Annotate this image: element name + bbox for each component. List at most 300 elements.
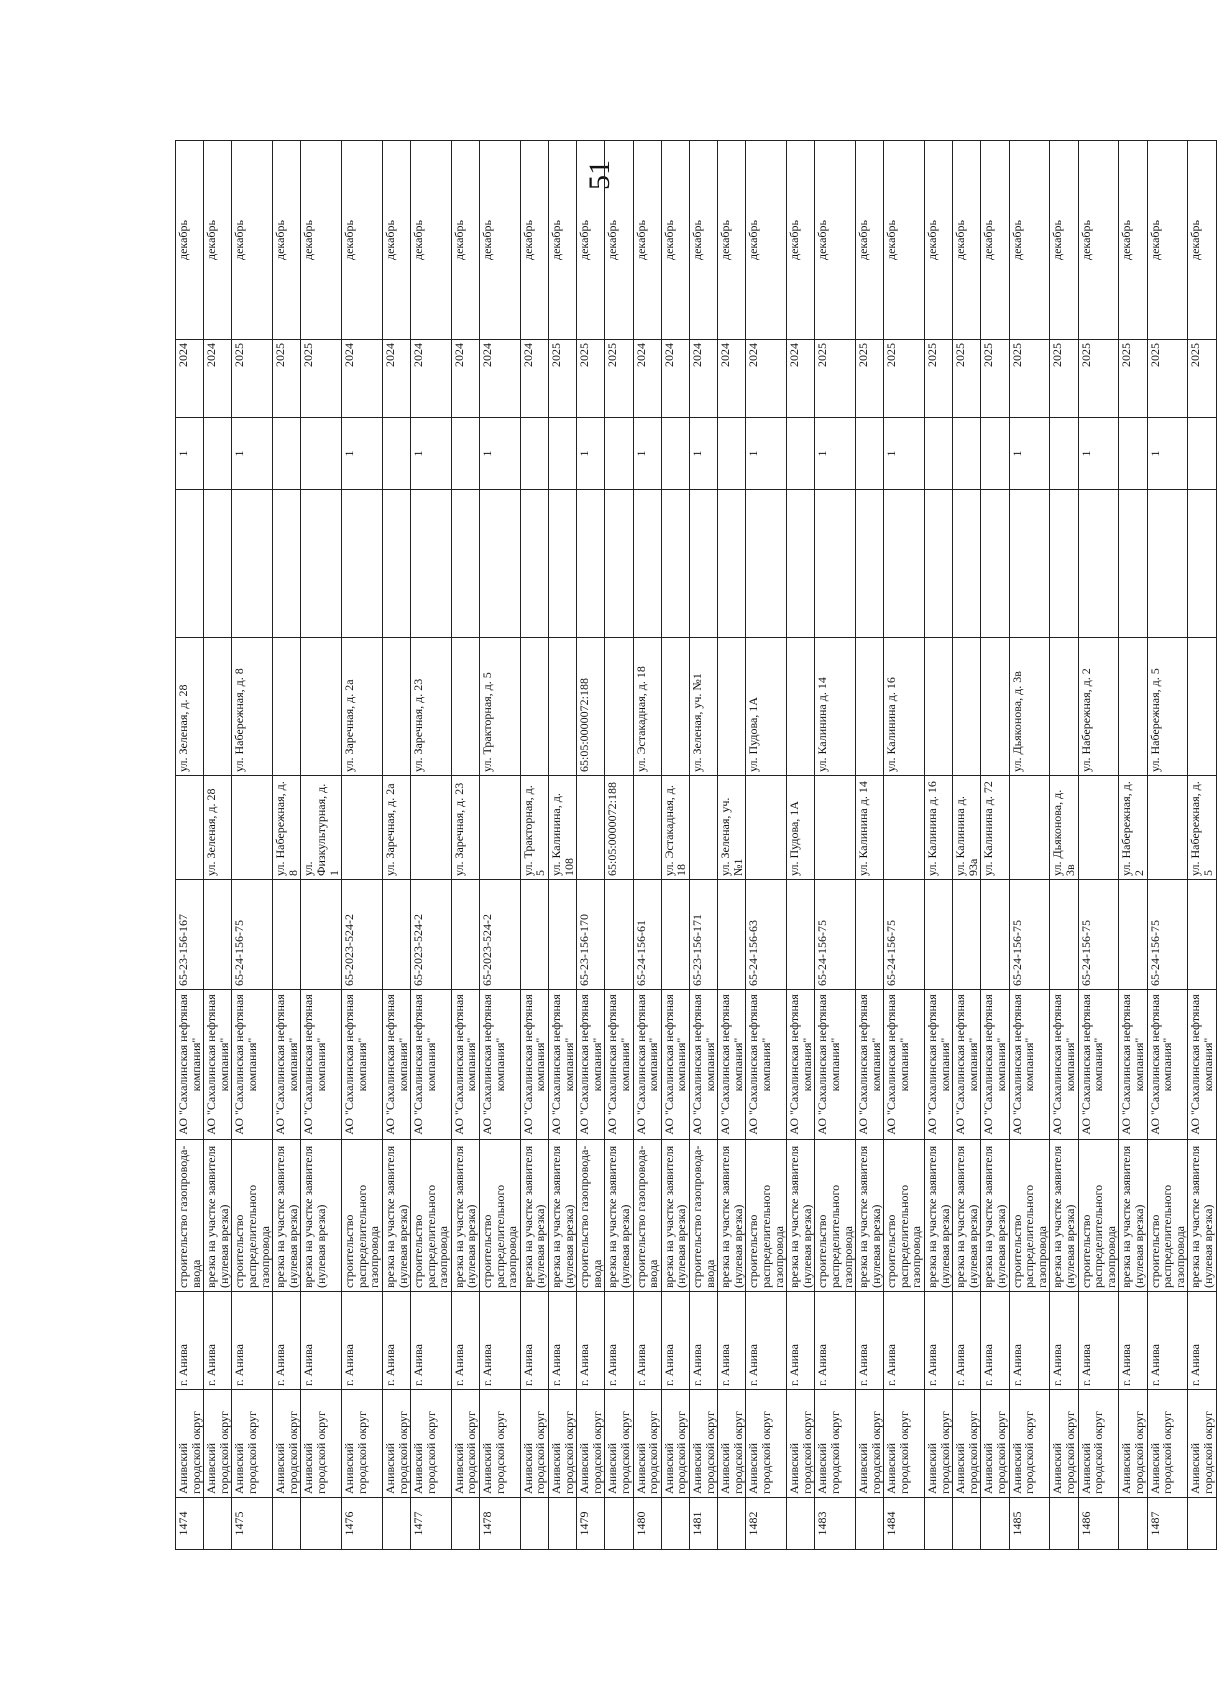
cell-month: декабрь bbox=[577, 141, 605, 340]
cell-address: ул. Калинина, д. 108 bbox=[549, 776, 577, 880]
cell-spec-number: 65-24-156-75 bbox=[1009, 880, 1050, 990]
cell-month: декабрь bbox=[746, 141, 787, 340]
cell-district: Анивский городской округ bbox=[204, 1390, 232, 1498]
table-row bbox=[661, 141, 689, 1550]
cell-number bbox=[204, 1498, 232, 1550]
cell-count: 1 bbox=[176, 418, 204, 490]
cell-spec-number: 65-24-156-75 bbox=[1147, 880, 1188, 990]
cell-object-address: 65:05:0000072:188 bbox=[577, 638, 605, 776]
cell-work-type: врезка на участке заявителя (нулевая врезка) bbox=[718, 1140, 746, 1292]
cell-address bbox=[480, 776, 521, 880]
cell-work-type: строительство распределительного газопровода bbox=[232, 1140, 273, 1292]
cell-year: 2025 bbox=[1147, 340, 1188, 418]
cell-empty bbox=[633, 490, 661, 638]
cell-year: 2024 bbox=[480, 340, 521, 418]
cell-spec-number bbox=[301, 880, 342, 990]
cell-number bbox=[661, 1498, 689, 1550]
cell-count bbox=[451, 418, 479, 490]
cell-empty bbox=[1147, 490, 1188, 638]
cell-object-address bbox=[718, 638, 746, 776]
cell-work-type: строительство распределительного газопровода bbox=[480, 1140, 521, 1292]
cell-settlement: г. Анива bbox=[549, 1292, 577, 1390]
cell-number: 1475 bbox=[232, 1498, 273, 1550]
cell-count bbox=[718, 418, 746, 490]
cell-count bbox=[520, 418, 548, 490]
cell-object-address: ул. Эстакадная, д. 18 bbox=[633, 638, 661, 776]
cell-address: ул. Набережная, д. 2 bbox=[1119, 776, 1147, 880]
cell-customer: АО "Сахалинская нефтяная компания" bbox=[689, 990, 717, 1140]
cell-empty bbox=[1119, 490, 1147, 638]
cell-customer: АО "Сахалинская нефтяная компания" bbox=[451, 990, 479, 1140]
cell-object-address bbox=[1119, 638, 1147, 776]
table-row bbox=[411, 141, 452, 1550]
cell-district: Анивский городской округ bbox=[411, 1390, 452, 1498]
cell-district: Анивский городской округ bbox=[1009, 1390, 1050, 1498]
cell-work-type: врезка на участке заявителя (нулевая врезка) bbox=[1119, 1140, 1147, 1292]
cell-customer: АО "Сахалинская нефтяная компания" bbox=[232, 990, 273, 1140]
cell-month: декабрь bbox=[661, 141, 689, 340]
cell-empty bbox=[301, 490, 342, 638]
cell-month: декабрь bbox=[301, 141, 342, 340]
cell-customer: АО "Сахалинская нефтяная компания" bbox=[273, 990, 301, 1140]
cell-object-address bbox=[661, 638, 689, 776]
cell-count: 1 bbox=[411, 418, 452, 490]
cell-month: декабрь bbox=[1147, 141, 1188, 340]
cell-year: 2025 bbox=[1188, 340, 1216, 418]
cell-empty bbox=[815, 490, 856, 638]
table-row bbox=[1119, 141, 1147, 1550]
cell-address bbox=[633, 776, 661, 880]
cell-spec-number: 65-2023-524-2 bbox=[342, 880, 383, 990]
cell-object-address bbox=[605, 638, 633, 776]
cell-district: Анивский городской округ bbox=[577, 1390, 605, 1498]
cell-work-type: строительство распределительного газопровода bbox=[1147, 1140, 1188, 1292]
cell-object-address: ул. Набережная, д. 5 bbox=[1147, 638, 1188, 776]
cell-settlement: г. Анива bbox=[605, 1292, 633, 1390]
cell-number bbox=[520, 1498, 548, 1550]
cell-district: Анивский городской округ bbox=[1147, 1390, 1188, 1498]
cell-number bbox=[382, 1498, 410, 1550]
cell-count: 1 bbox=[689, 418, 717, 490]
cell-settlement: г. Анива bbox=[884, 1292, 925, 1390]
cell-address bbox=[1147, 776, 1188, 880]
cell-spec-number bbox=[605, 880, 633, 990]
cell-customer: АО "Сахалинская нефтяная компания" bbox=[577, 990, 605, 1140]
cell-year: 2024 bbox=[451, 340, 479, 418]
cell-district: Анивский городской округ bbox=[661, 1390, 689, 1498]
cell-district: Анивский городской округ bbox=[1050, 1390, 1078, 1498]
cell-district: Анивский городской округ bbox=[746, 1390, 787, 1498]
cell-year: 2025 bbox=[577, 340, 605, 418]
cell-number: 1480 bbox=[633, 1498, 661, 1550]
cell-work-type: врезка на участке заявителя (нулевая врезка) bbox=[1188, 1140, 1216, 1292]
cell-customer: АО "Сахалинская нефтяная компания" bbox=[1078, 990, 1119, 1140]
table-row bbox=[689, 141, 717, 1550]
cell-address bbox=[411, 776, 452, 880]
table-row bbox=[1050, 141, 1078, 1550]
table-row bbox=[549, 141, 577, 1550]
cell-spec-number: 65-2023-524-2 bbox=[480, 880, 521, 990]
cell-month: декабрь bbox=[382, 141, 410, 340]
cell-customer: АО "Сахалинская нефтяная компания" bbox=[746, 990, 787, 1140]
cell-district: Анивский городской округ bbox=[342, 1390, 383, 1498]
cell-work-type: строительство газопровода-ввода bbox=[689, 1140, 717, 1292]
cell-district: Анивский городской округ bbox=[633, 1390, 661, 1498]
cell-address: ул. Эстакадная, д. 18 bbox=[661, 776, 689, 880]
cell-month: декабрь bbox=[1119, 141, 1147, 340]
cell-empty bbox=[981, 490, 1009, 638]
cell-month: декабрь bbox=[953, 141, 981, 340]
cell-customer: АО "Сахалинская нефтяная компания" bbox=[856, 990, 884, 1140]
cell-customer: АО "Сахалинская нефтяная компания" bbox=[411, 990, 452, 1140]
cell-number: 1478 bbox=[480, 1498, 521, 1550]
cell-customer: АО "Сахалинская нефтяная компания" bbox=[1188, 990, 1216, 1140]
cell-district: Анивский городской округ bbox=[1188, 1390, 1216, 1498]
cell-object-address: ул. Заречная, д. 2а bbox=[342, 638, 383, 776]
cell-count: 1 bbox=[633, 418, 661, 490]
cell-spec-number bbox=[1188, 880, 1216, 990]
cell-year: 2024 bbox=[787, 340, 815, 418]
cell-customer: АО "Сахалинская нефтяная компания" bbox=[884, 990, 925, 1140]
cell-customer: АО "Сахалинская нефтяная компания" bbox=[1050, 990, 1078, 1140]
cell-empty bbox=[204, 490, 232, 638]
cell-district: Анивский городской округ bbox=[689, 1390, 717, 1498]
table-row bbox=[925, 141, 953, 1550]
cell-month: декабрь bbox=[451, 141, 479, 340]
cell-address bbox=[884, 776, 925, 880]
cell-address: ул. Калинина д. 14 bbox=[856, 776, 884, 880]
table-row bbox=[301, 141, 342, 1550]
cell-customer: АО "Сахалинская нефтяная компания" bbox=[718, 990, 746, 1140]
cell-settlement: г. Анива bbox=[1188, 1292, 1216, 1390]
cell-count: 1 bbox=[1147, 418, 1188, 490]
table-row bbox=[451, 141, 479, 1550]
cell-number: 1483 bbox=[815, 1498, 856, 1550]
cell-month: декабрь bbox=[633, 141, 661, 340]
cell-empty bbox=[1009, 490, 1050, 638]
cell-spec-number bbox=[451, 880, 479, 990]
cell-count bbox=[661, 418, 689, 490]
table-row bbox=[815, 141, 856, 1550]
cell-object-address: ул. Пудова, 1А bbox=[746, 638, 787, 776]
cell-number: 1479 bbox=[577, 1498, 605, 1550]
cell-settlement: г. Анива bbox=[382, 1292, 410, 1390]
cell-count bbox=[204, 418, 232, 490]
cell-object-address bbox=[451, 638, 479, 776]
cell-year: 2024 bbox=[342, 340, 383, 418]
cell-spec-number bbox=[520, 880, 548, 990]
cell-year: 2025 bbox=[1078, 340, 1119, 418]
cell-spec-number bbox=[718, 880, 746, 990]
cell-empty bbox=[718, 490, 746, 638]
cell-address: ул. Калинина д. 93а bbox=[953, 776, 981, 880]
cell-year: 2024 bbox=[633, 340, 661, 418]
table-row bbox=[953, 141, 981, 1550]
cell-settlement: г. Анива bbox=[787, 1292, 815, 1390]
table-row bbox=[605, 141, 633, 1550]
cell-spec-number: 65-24-156-75 bbox=[815, 880, 856, 990]
cell-empty bbox=[232, 490, 273, 638]
table-row bbox=[273, 141, 301, 1550]
cell-address: ул. Калинина д. 16 bbox=[925, 776, 953, 880]
cell-count bbox=[301, 418, 342, 490]
cell-spec-number: 65-24-156-75 bbox=[1078, 880, 1119, 990]
cell-object-address bbox=[273, 638, 301, 776]
cell-number bbox=[1050, 1498, 1078, 1550]
cell-address: ул. Зеленая, д. 28 bbox=[204, 776, 232, 880]
cell-spec-number: 65-23-156-167 bbox=[176, 880, 204, 990]
cell-object-address bbox=[204, 638, 232, 776]
cell-empty bbox=[577, 490, 605, 638]
cell-district: Анивский городской округ bbox=[273, 1390, 301, 1498]
cell-spec-number: 65-24-156-75 bbox=[884, 880, 925, 990]
cell-work-type: врезка на участке заявителя (нулевая врезка) bbox=[451, 1140, 479, 1292]
cell-customer: АО "Сахалинская нефтяная компания" bbox=[1147, 990, 1188, 1140]
cell-number bbox=[718, 1498, 746, 1550]
cell-year: 2025 bbox=[856, 340, 884, 418]
cell-year: 2025 bbox=[301, 340, 342, 418]
cell-customer: АО "Сахалинская нефтяная компания" bbox=[176, 990, 204, 1140]
cell-settlement: г. Анива bbox=[1147, 1292, 1188, 1390]
cell-year: 2025 bbox=[981, 340, 1009, 418]
cell-district: Анивский городской округ bbox=[884, 1390, 925, 1498]
cell-address bbox=[577, 776, 605, 880]
cell-work-type: строительство распределительного газопровода bbox=[746, 1140, 787, 1292]
cell-work-type: врезка на участке заявителя (нулевая врезка) bbox=[605, 1140, 633, 1292]
cell-address: ул. Калинина д. 72 bbox=[981, 776, 1009, 880]
cell-month: декабрь bbox=[884, 141, 925, 340]
cell-settlement: г. Анива bbox=[301, 1292, 342, 1390]
cell-work-type: врезка на участке заявителя (нулевая врезка) bbox=[953, 1140, 981, 1292]
cell-work-type: строительство распределительного газопровода bbox=[1009, 1140, 1050, 1292]
cell-district: Анивский городской округ bbox=[605, 1390, 633, 1498]
cell-month: декабрь bbox=[815, 141, 856, 340]
cell-month: декабрь bbox=[1078, 141, 1119, 340]
table-row bbox=[1078, 141, 1119, 1550]
cell-address: ул. Физкультурная, д. 1 bbox=[301, 776, 342, 880]
cell-object-address: ул. Заречная, д. 23 bbox=[411, 638, 452, 776]
cell-year: 2024 bbox=[411, 340, 452, 418]
cell-empty bbox=[953, 490, 981, 638]
cell-count: 1 bbox=[342, 418, 383, 490]
table-row bbox=[1009, 141, 1050, 1550]
cell-district: Анивский городской округ bbox=[718, 1390, 746, 1498]
cell-spec-number bbox=[549, 880, 577, 990]
cell-count: 1 bbox=[1009, 418, 1050, 490]
cell-object-address: ул. Тракторная, д. 5 bbox=[480, 638, 521, 776]
cell-work-type: строительство распределительного газопровода bbox=[411, 1140, 452, 1292]
cell-customer: АО "Сахалинская нефтяная компания" bbox=[981, 990, 1009, 1140]
cell-empty bbox=[382, 490, 410, 638]
cell-count: 1 bbox=[577, 418, 605, 490]
cell-empty bbox=[605, 490, 633, 638]
cell-customer: АО "Сахалинская нефтяная компания" bbox=[633, 990, 661, 1140]
cell-address bbox=[689, 776, 717, 880]
cell-spec-number: 65-24-156-61 bbox=[633, 880, 661, 990]
cell-year: 2025 bbox=[232, 340, 273, 418]
cell-year: 2025 bbox=[605, 340, 633, 418]
table-row bbox=[176, 141, 204, 1550]
cell-district: Анивский городской округ bbox=[856, 1390, 884, 1498]
cell-count bbox=[953, 418, 981, 490]
cell-settlement: г. Анива bbox=[520, 1292, 548, 1390]
cell-customer: АО "Сахалинская нефтяная компания" bbox=[661, 990, 689, 1140]
cell-count: 1 bbox=[746, 418, 787, 490]
cell-number bbox=[1119, 1498, 1147, 1550]
table-row bbox=[204, 141, 232, 1550]
cell-settlement: г. Анива bbox=[633, 1292, 661, 1390]
cell-number bbox=[549, 1498, 577, 1550]
cell-district: Анивский городской округ bbox=[520, 1390, 548, 1498]
cell-number bbox=[787, 1498, 815, 1550]
cell-spec-number bbox=[856, 880, 884, 990]
cell-count bbox=[856, 418, 884, 490]
cell-district: Анивский городской округ bbox=[981, 1390, 1009, 1498]
cell-spec-number: 65-24-156-75 bbox=[232, 880, 273, 990]
cell-number: 1485 bbox=[1009, 1498, 1050, 1550]
cell-year: 2024 bbox=[689, 340, 717, 418]
cell-settlement: г. Анива bbox=[815, 1292, 856, 1390]
cell-spec-number bbox=[953, 880, 981, 990]
cell-object-address bbox=[925, 638, 953, 776]
cell-district: Анивский городской округ bbox=[1078, 1390, 1119, 1498]
cell-year: 2024 bbox=[176, 340, 204, 418]
cell-customer: АО "Сахалинская нефтяная компания" bbox=[204, 990, 232, 1140]
cell-address: ул. Пудова, 1А bbox=[787, 776, 815, 880]
cell-object-address: ул. Зеленая, уч. №1 bbox=[689, 638, 717, 776]
cell-year: 2024 bbox=[520, 340, 548, 418]
cell-district: Анивский городской округ bbox=[1119, 1390, 1147, 1498]
cell-count bbox=[1119, 418, 1147, 490]
cell-year: 2024 bbox=[746, 340, 787, 418]
cell-address: ул. Тракторная, д. 5 bbox=[520, 776, 548, 880]
cell-month: декабрь bbox=[787, 141, 815, 340]
cell-month: декабрь bbox=[232, 141, 273, 340]
cell-address: ул. Заречная, д. 23 bbox=[451, 776, 479, 880]
cell-spec-number bbox=[925, 880, 953, 990]
cell-count bbox=[1188, 418, 1216, 490]
cell-empty bbox=[787, 490, 815, 638]
cell-number bbox=[273, 1498, 301, 1550]
cell-work-type: строительство распределительного газопровода bbox=[884, 1140, 925, 1292]
cell-spec-number bbox=[787, 880, 815, 990]
cell-count bbox=[787, 418, 815, 490]
cell-customer: АО "Сахалинская нефтяная компания" bbox=[787, 990, 815, 1140]
rotated-table-wrapper bbox=[175, 140, 1215, 1550]
cell-count bbox=[925, 418, 953, 490]
cell-month: декабрь bbox=[176, 141, 204, 340]
cell-year: 2025 bbox=[1050, 340, 1078, 418]
table-row bbox=[577, 141, 605, 1550]
cell-settlement: г. Анива bbox=[689, 1292, 717, 1390]
cell-object-address: ул. Калинина д. 16 bbox=[884, 638, 925, 776]
cell-empty bbox=[342, 490, 383, 638]
cell-settlement: г. Анива bbox=[577, 1292, 605, 1390]
cell-address bbox=[1009, 776, 1050, 880]
cell-settlement: г. Анива bbox=[273, 1292, 301, 1390]
cell-count: 1 bbox=[815, 418, 856, 490]
cell-settlement: г. Анива bbox=[953, 1292, 981, 1390]
cell-district: Анивский городской округ bbox=[382, 1390, 410, 1498]
cell-month: декабрь bbox=[1188, 141, 1216, 340]
cell-empty bbox=[480, 490, 521, 638]
cell-empty bbox=[176, 490, 204, 638]
cell-settlement: г. Анива bbox=[451, 1292, 479, 1390]
cell-work-type: врезка на участке заявителя (нулевая врезка) bbox=[1050, 1140, 1078, 1292]
cell-empty bbox=[689, 490, 717, 638]
cell-settlement: г. Анива bbox=[232, 1292, 273, 1390]
cell-settlement: г. Анива bbox=[411, 1292, 452, 1390]
cell-number bbox=[981, 1498, 1009, 1550]
cell-spec-number bbox=[661, 880, 689, 990]
cell-work-type: врезка на участке заявителя (нулевая врезка) bbox=[549, 1140, 577, 1292]
cell-empty bbox=[661, 490, 689, 638]
cell-empty bbox=[1050, 490, 1078, 638]
cell-work-type: врезка на участке заявителя (нулевая врезка) bbox=[273, 1140, 301, 1292]
cell-number bbox=[856, 1498, 884, 1550]
cell-number: 1482 bbox=[746, 1498, 787, 1550]
cell-object-address bbox=[953, 638, 981, 776]
cell-work-type: врезка на участке заявителя (нулевая врезка) bbox=[925, 1140, 953, 1292]
cell-customer: АО "Сахалинская нефтяная компания" bbox=[480, 990, 521, 1140]
cell-object-address bbox=[1188, 638, 1216, 776]
cell-address: ул. Набережная, д. 5 bbox=[1188, 776, 1216, 880]
cell-settlement: г. Анива bbox=[1119, 1292, 1147, 1390]
table-row bbox=[633, 141, 661, 1550]
cell-object-address bbox=[520, 638, 548, 776]
cell-empty bbox=[1078, 490, 1119, 638]
cell-spec-number: 65-23-156-171 bbox=[689, 880, 717, 990]
cell-month: декабрь bbox=[520, 141, 548, 340]
cell-settlement: г. Анива bbox=[1078, 1292, 1119, 1390]
cell-district: Анивский городской округ bbox=[549, 1390, 577, 1498]
cell-address bbox=[746, 776, 787, 880]
cell-empty bbox=[746, 490, 787, 638]
cell-empty bbox=[1188, 490, 1216, 638]
cell-month: декабрь bbox=[1009, 141, 1050, 340]
cell-work-type: строительство газопровода-ввода bbox=[176, 1140, 204, 1292]
cell-object-address: ул. Зеленая, д. 28 bbox=[176, 638, 204, 776]
cell-year: 2025 bbox=[953, 340, 981, 418]
table-row bbox=[520, 141, 548, 1550]
cell-month: декабрь bbox=[718, 141, 746, 340]
cell-spec-number: 65-23-156-170 bbox=[577, 880, 605, 990]
cell-settlement: г. Анива bbox=[480, 1292, 521, 1390]
cell-district: Анивский городской округ bbox=[232, 1390, 273, 1498]
cell-address: 65:05:0000072:188 bbox=[605, 776, 633, 880]
cell-count: 1 bbox=[884, 418, 925, 490]
cell-customer: АО "Сахалинская нефтяная компания" bbox=[1119, 990, 1147, 1140]
cell-settlement: г. Анива bbox=[746, 1292, 787, 1390]
cell-empty bbox=[411, 490, 452, 638]
table-row bbox=[856, 141, 884, 1550]
cell-year: 2025 bbox=[815, 340, 856, 418]
cell-object-address: ул. Набережная, д. 2 bbox=[1078, 638, 1119, 776]
cell-month: декабрь bbox=[204, 141, 232, 340]
cell-district: Анивский городской округ bbox=[787, 1390, 815, 1498]
table-row bbox=[1147, 141, 1188, 1550]
cell-address: ул. Набережная, д. 8 bbox=[273, 776, 301, 880]
cell-district: Анивский городской округ bbox=[815, 1390, 856, 1498]
cell-year: 2025 bbox=[925, 340, 953, 418]
cell-customer: АО "Сахалинская нефтяная компания" bbox=[342, 990, 383, 1140]
cell-work-type: врезка на участке заявителя (нулевая врезка) bbox=[787, 1140, 815, 1292]
cell-empty bbox=[856, 490, 884, 638]
table-row bbox=[787, 141, 815, 1550]
cell-address bbox=[176, 776, 204, 880]
cell-count bbox=[382, 418, 410, 490]
cell-settlement: г. Анива bbox=[981, 1292, 1009, 1390]
